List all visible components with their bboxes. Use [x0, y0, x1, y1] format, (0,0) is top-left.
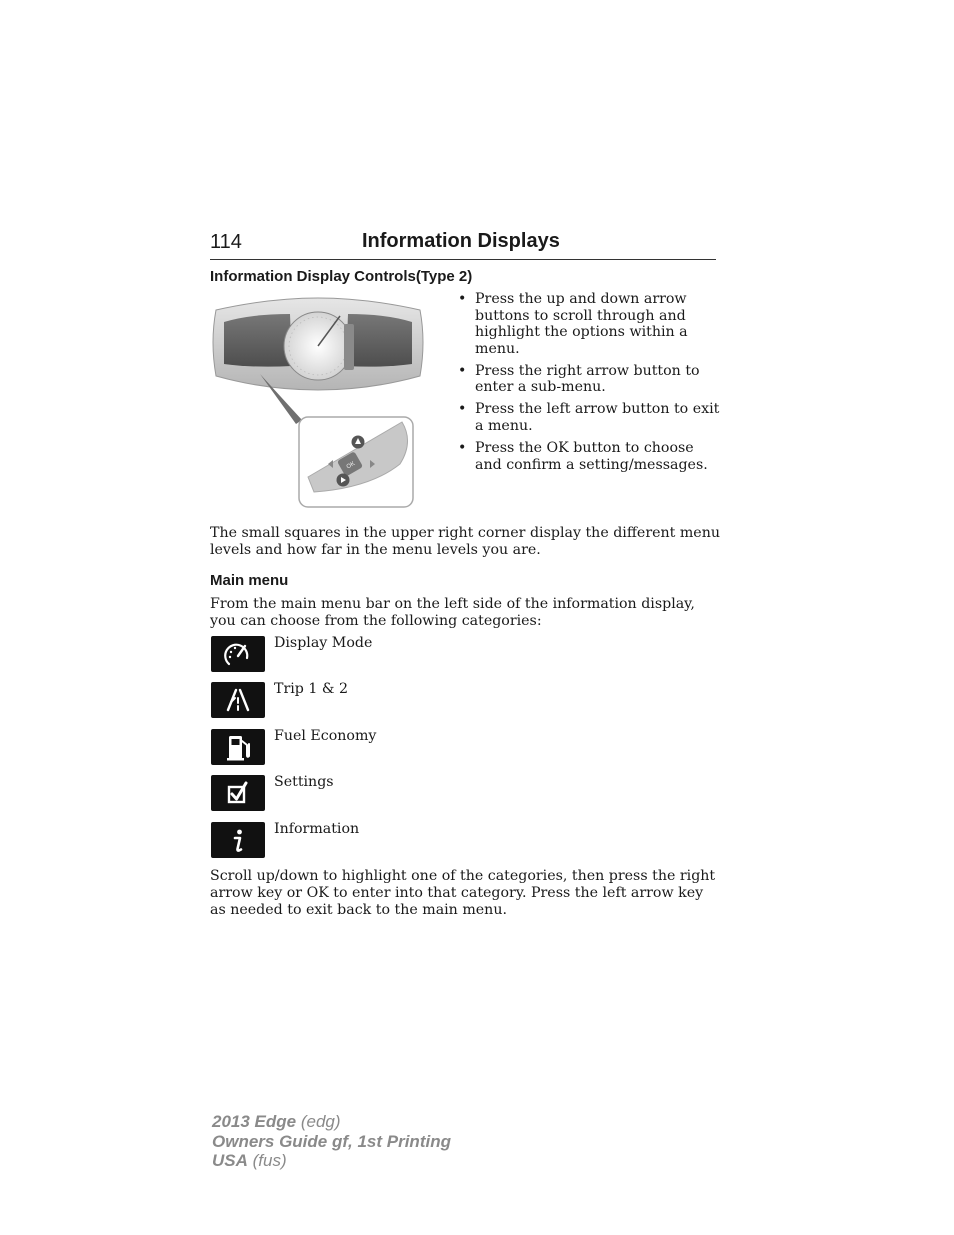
page-footer: 2013 Edge (edg) Owners Guide gf, 1st Printing USA (fus) [212, 1112, 451, 1170]
category-trip [211, 682, 611, 720]
controls-bullet-list [458, 291, 720, 479]
section-heading-main-menu: Main menu [210, 572, 289, 589]
fuel-pump-icon [211, 729, 265, 765]
category-display-mode [211, 636, 611, 674]
chapter-title: Information Displays [362, 230, 560, 252]
category-label: Display Mode [274, 635, 373, 651]
category-label: Information [274, 821, 360, 837]
checkbox-icon [211, 775, 265, 811]
info-icon [211, 822, 265, 858]
menu-levels-note: The small squares in the upper right corner display the different menu levels and how far in the menu levels you are. [210, 525, 720, 558]
page-number: 114 [210, 231, 242, 253]
category-information [211, 822, 611, 860]
section-heading-controls: Information Display Controls(Type 2) [210, 268, 473, 285]
cluster-illustration [210, 292, 426, 510]
ok-button-label: OK [345, 460, 357, 471]
category-label: Fuel Economy [274, 728, 377, 744]
gauge-icon [211, 636, 265, 672]
list-item: • Press the right arrow button to enter a sub-menu. [458, 362, 700, 396]
category-settings [211, 775, 611, 813]
list-item: • Press the left arrow button to exit a menu. [458, 401, 720, 434]
road-icon [211, 682, 265, 718]
category-label: Trip 1 & 2 [274, 681, 349, 697]
category-label: Settings [274, 774, 334, 790]
main-menu-intro: From the main menu bar on the left side of the information display, you can choose from the following categories: [210, 596, 695, 629]
page-header [210, 229, 716, 260]
list-item: • Press the OK button to choose and confirm a setting/messages. [458, 439, 708, 473]
main-menu-outro: Scroll up/down to highlight one of the categories, then press the right arrow key or OK to enter into that category. Press the left arrow key as needed to exit back to the main menu. [210, 868, 716, 918]
category-fuel-economy [211, 729, 611, 767]
list-item: • Press the up and down arrow buttons to scroll through and highlight the options within a menu. [458, 291, 688, 357]
